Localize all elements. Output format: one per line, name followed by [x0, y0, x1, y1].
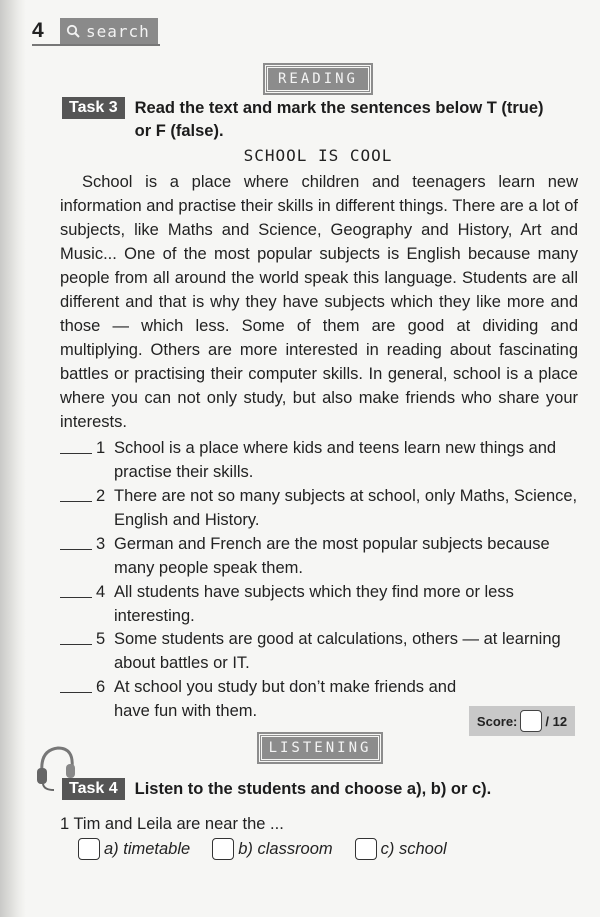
- option-b-label: b) classroom: [238, 839, 333, 858]
- reading-passage: School is a place where children and teenagers learn new information and practise their skills in different things. There are a lot of subjects, like Maths and Science, Geography and History, Art and Music... One of the most popular subjects is English because many people from all around the world speak this language. Students are all different and that is why they have subjects which they like more and those — which less. Some of them are good at dividing and multiplying. Others are more interested in reading about fascinating battles or practising their computer skills. In general, school is a place where you can not only study, but also make friends who share your interests.: [60, 173, 578, 431]
- task-4-instruction: Listen to the students and choose a), b) or c).: [134, 780, 492, 798]
- statement-number: 5: [96, 630, 106, 648]
- answer-blank[interactable]: [60, 628, 92, 645]
- task-4-label: Task 4: [62, 778, 125, 800]
- statement-item: [60, 533, 580, 580]
- task-3-instruction-line1: Read the text and mark the sentences below T (true): [134, 99, 544, 117]
- statement-number: 2: [96, 487, 106, 505]
- answer-blank[interactable]: [60, 676, 92, 693]
- task-3-header: [62, 97, 582, 143]
- story-title: SCHOOL IS COOL: [243, 146, 393, 165]
- option-a[interactable]: [78, 838, 190, 860]
- statement-text: Some students are good at calculations, others — at learning about battles or IT.: [114, 630, 561, 672]
- statement-text: All students have subjects which they find more or less interesting.: [114, 583, 514, 625]
- answer-blank[interactable]: [60, 533, 92, 550]
- option-c-checkbox[interactable]: [355, 838, 377, 860]
- statement-number: 4: [96, 583, 106, 601]
- listening-section-label: LISTENING: [259, 734, 381, 762]
- answer-blank[interactable]: [60, 485, 92, 502]
- statement-number: 3: [96, 535, 106, 553]
- answer-blank[interactable]: [60, 437, 92, 454]
- score-box: [469, 706, 575, 736]
- statement-item: [60, 628, 580, 675]
- score-input[interactable]: [520, 710, 542, 732]
- score-total: / 12: [545, 713, 568, 729]
- task-3-instruction-line2: or F (false).: [134, 122, 224, 140]
- option-c[interactable]: [355, 838, 447, 860]
- question-1: 1 Tim and Leila are near the ...: [60, 815, 284, 833]
- score-label: Score:: [476, 713, 518, 729]
- statement-text: School is a place where kids and teens learn new things and practise their skills.: [114, 439, 557, 481]
- page-header: [32, 18, 158, 44]
- statement-item: [60, 437, 580, 484]
- reading-section-label: READING: [265, 65, 371, 93]
- statement-text: At school you study but don’t make friends and have fun with them.: [114, 678, 457, 720]
- statement-item: [60, 581, 580, 628]
- task-3-instruction: [135, 97, 544, 143]
- statement-text: German and French are the most popular subjects because many people speak them.: [114, 535, 550, 577]
- page-number: 4: [32, 19, 44, 42]
- statement-item: [60, 676, 465, 723]
- statement-number: 1: [96, 439, 106, 457]
- search-icon: [66, 24, 80, 38]
- book-spine-shadow: [0, 0, 26, 917]
- header-divider: [32, 44, 160, 46]
- answer-blank[interactable]: [60, 581, 92, 598]
- option-a-label: a) timetable: [104, 839, 191, 858]
- statement-text: There are not so many subjects at school, only Maths, Science, English and History.: [114, 487, 578, 529]
- task-3-label: Task 3: [62, 97, 125, 119]
- statement-item: [60, 485, 580, 532]
- search-label: search: [86, 21, 150, 41]
- statement-number: 6: [96, 678, 106, 696]
- option-a-checkbox[interactable]: [78, 838, 100, 860]
- option-b-checkbox[interactable]: [212, 838, 234, 860]
- option-b[interactable]: [212, 838, 332, 860]
- search-bar[interactable]: [60, 18, 158, 44]
- task-4-header: [62, 778, 582, 801]
- option-c-label: c) school: [380, 839, 447, 858]
- answer-options: [78, 838, 447, 860]
